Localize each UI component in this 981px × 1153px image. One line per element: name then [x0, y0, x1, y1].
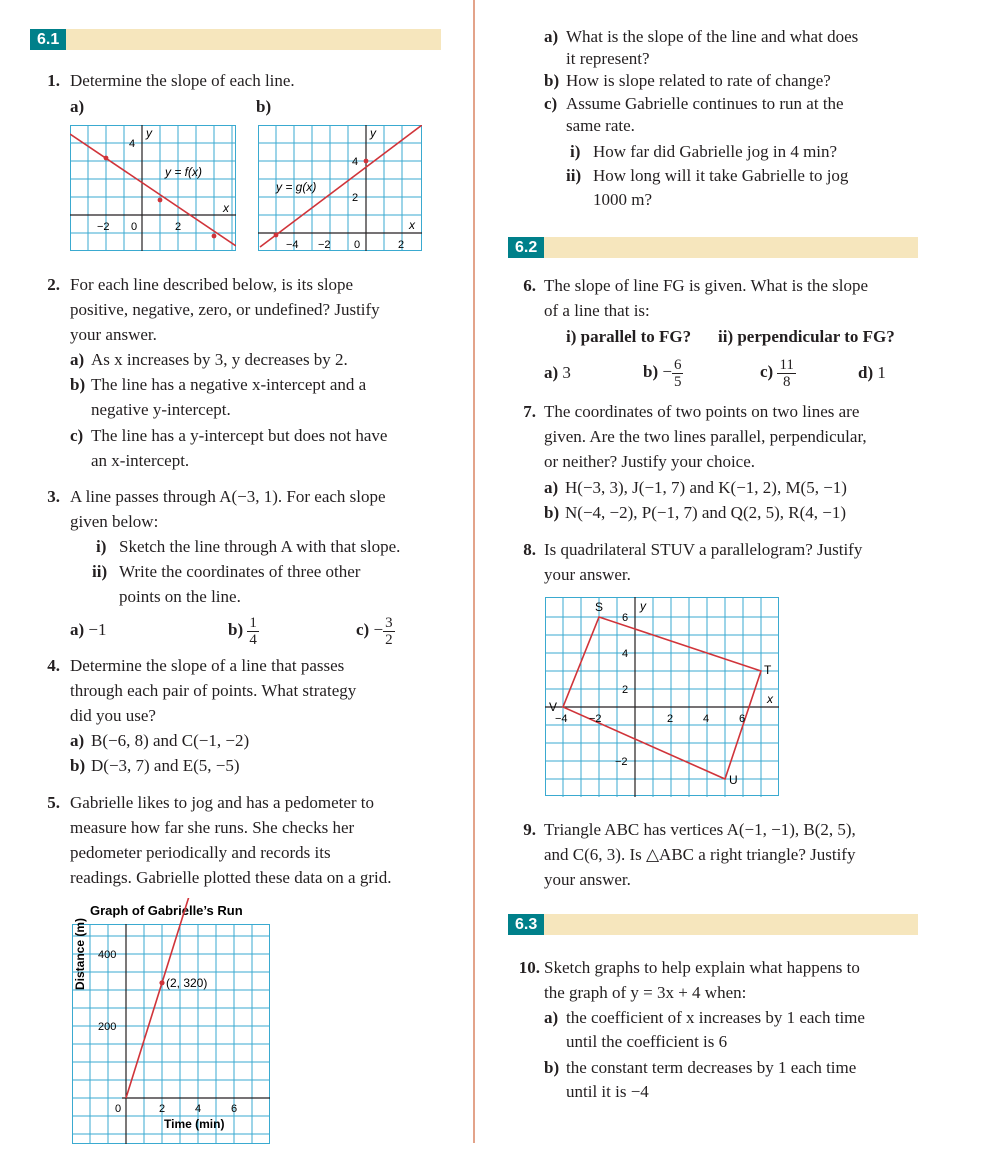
question-text: your answer. — [70, 325, 157, 344]
tick-label: 0 — [131, 221, 138, 233]
part-label: b) — [544, 503, 560, 522]
question-text: pedometer periodically and records its — [70, 843, 331, 862]
sub-part — [718, 327, 895, 347]
part-label: b) — [544, 71, 560, 90]
question-text: Determine the slope of each line. — [70, 71, 295, 90]
x-axis-label: x — [767, 692, 773, 706]
part-label: c) — [760, 362, 774, 381]
question-text: readings. Gabrielle plotted these data on a grid. — [70, 868, 392, 887]
question-text: and C(6, 3). Is △ABC a right triangle? Justify — [544, 845, 856, 864]
tick-label: 2 — [667, 713, 674, 725]
fraction — [672, 357, 684, 390]
run-chart — [68, 898, 274, 1148]
part-text: H(−3, 3), J(−1, 7) and K(−1, 2), M(5, −1) — [565, 478, 847, 497]
slope-option-a — [544, 363, 571, 383]
part-text: same rate. — [566, 116, 635, 135]
part-label: a) — [544, 27, 559, 46]
tick-label: 2 — [622, 684, 629, 696]
part-text: Sketch the line through A with that slope. — [119, 537, 401, 556]
y-axis-label: y — [146, 126, 152, 140]
part-label: a) — [70, 731, 85, 750]
tick-label: −4 — [555, 713, 568, 725]
part-text: until it is −4 — [566, 1082, 649, 1101]
part-text: How is slope related to rate of change? — [566, 71, 831, 90]
denominator: 5 — [673, 373, 682, 390]
fraction — [777, 357, 795, 390]
question-text: your answer. — [544, 870, 631, 889]
question-text: of a line that is: — [544, 301, 650, 320]
sub-part-text: ii) perpendicular to FG? — [718, 327, 895, 346]
graph-f-of-x — [70, 125, 236, 251]
y-tick-label: 400 — [98, 949, 117, 961]
part-text: The line has a negative x-intercept and a — [91, 375, 367, 394]
part-label: c) — [544, 94, 558, 113]
question-number: 3. — [47, 487, 60, 506]
tick-label: 0 — [354, 239, 361, 251]
tick-label: 4 — [129, 138, 136, 150]
tick-label: −2 — [615, 756, 628, 768]
part-label: a) — [544, 478, 559, 497]
part-text: Write the coordinates of three other — [119, 562, 361, 581]
vertex-label-s: S — [595, 600, 604, 614]
x-tick-label: 2 — [159, 1103, 166, 1115]
vertex-label-v: V — [549, 700, 558, 714]
question-text: For each line described below, is its slope — [70, 275, 354, 294]
slope-option-b — [228, 608, 259, 652]
part-text: Assume Gabrielle continues to run at the — [566, 94, 844, 113]
question-number: 2. — [47, 275, 60, 294]
fraction — [383, 615, 395, 648]
question-text: The slope of line FG is given. What is the slope — [544, 276, 869, 295]
slope-option-c — [760, 350, 796, 394]
denominator: 8 — [782, 373, 791, 390]
y-axis-label: y — [370, 126, 376, 140]
part-label: b) — [256, 97, 272, 116]
quadrilateral-graph — [545, 597, 779, 797]
question-text: The coordinates of two points on two lines are — [544, 402, 860, 421]
question-number: 9. — [523, 820, 536, 839]
minus-sign: − — [373, 620, 384, 639]
sub-part-text: i) parallel to FG? — [566, 327, 692, 346]
part-label: b) — [70, 375, 86, 394]
function-label: y = f(x) — [165, 165, 203, 179]
question-text: Gabrielle likes to jog and has a pedometer to — [70, 793, 375, 812]
part-label: a) — [544, 1008, 559, 1027]
part-text: the coefficient of x increases by 1 each time — [566, 1008, 865, 1027]
numerator: 6 — [673, 356, 682, 373]
section-header-6-2 — [508, 237, 918, 258]
question-text: given below: — [70, 512, 159, 531]
vertex-label-t: T — [764, 663, 772, 677]
part-text: points on the line. — [119, 587, 241, 606]
tick-label: −2 — [589, 713, 602, 725]
question-number: 5. — [47, 793, 60, 812]
x-tick-label: 4 — [195, 1103, 202, 1115]
question-text: did you use? — [70, 706, 156, 725]
part-label: ii) — [566, 166, 582, 185]
question-number: 7. — [523, 402, 536, 421]
question-text: positive, negative, zero, or undefined? Justify — [70, 300, 380, 319]
part-label: i) — [96, 537, 107, 556]
tick-label: −2 — [318, 239, 331, 251]
graph-g-of-x — [258, 125, 422, 251]
question-text: Determine the slope of a line that passes — [70, 656, 345, 675]
data-point — [159, 980, 164, 985]
question-text: through each pair of points. What strategy — [70, 681, 357, 700]
part-text: D(−3, 7) and E(5, −5) — [91, 756, 240, 775]
slope-option-b — [643, 350, 683, 394]
question-number: 1. — [47, 71, 60, 90]
section-header-6-3 — [508, 914, 918, 935]
tick-label: −2 — [97, 221, 110, 233]
part-label: b) — [228, 620, 244, 639]
question-number: 8. — [523, 540, 536, 559]
question-text: Triangle ABC has vertices A(−1, −1), B(2, 5), — [544, 820, 856, 839]
part-label: d) — [858, 363, 874, 382]
part-text: As x increases by 3, y decreases by 2. — [91, 350, 348, 369]
tick-label: −4 — [286, 239, 299, 251]
part-text: N(−4, −2), P(−1, 7) and Q(2, 5), R(4, −1) — [565, 503, 847, 522]
data-label: (2, 320) — [166, 975, 208, 990]
chart-title: Graph of Gabrielle’s Run — [90, 903, 243, 918]
question-text: or neither? Justify your choice. — [544, 452, 756, 471]
function-label: y = g(x) — [276, 180, 317, 194]
question-text: the graph of y = 3x + 4 when: — [544, 983, 747, 1002]
tick-label: 2 — [398, 239, 405, 251]
numerator: 3 — [385, 614, 393, 631]
section-label: 6.1 — [30, 29, 66, 50]
part-label: b) — [643, 362, 659, 381]
x-tick-label: 6 — [231, 1103, 238, 1115]
vertex-label-u: U — [729, 773, 738, 787]
denominator: 4 — [249, 631, 257, 648]
part-text: an x-intercept. — [91, 451, 190, 470]
part-label: c) — [356, 620, 370, 639]
question-text: A line passes through A(−3, 1). For each slope — [70, 487, 386, 506]
section-label: 6.2 — [508, 237, 544, 258]
part-text: How long will it take Gabrielle to jog — [593, 166, 849, 185]
part-text: The line has a y-intercept but does not have — [91, 426, 388, 445]
slope-option-a — [70, 620, 107, 640]
x-axis-label: x — [409, 218, 415, 232]
part-text: How far did Gabrielle jog in 4 min? — [593, 142, 838, 161]
y-tick-label: 200 — [98, 1021, 117, 1033]
slope-value: 3 — [562, 363, 571, 382]
x-axis-label: Time (min) — [164, 1117, 225, 1131]
part-text: the constant term decreases by 1 each time — [566, 1058, 857, 1077]
question-number: 10. — [518, 958, 540, 977]
question-text: Sketch graphs to help explain what happens to — [544, 958, 860, 977]
question-number: 6. — [523, 276, 536, 295]
part-label: b) — [544, 1058, 560, 1077]
x-axis-label: x — [223, 201, 229, 215]
tick-label: 4 — [703, 713, 710, 725]
tick-label: 2 — [175, 221, 182, 233]
tick-label: 4 — [352, 156, 359, 168]
question-text: given. Are the two lines parallel, perpendicular, — [544, 427, 867, 446]
x-tick-label: 0 — [115, 1103, 122, 1115]
fraction — [247, 615, 259, 648]
column-divider — [473, 0, 475, 1143]
part-text: B(−6, 8) and C(−1, −2) — [91, 731, 250, 750]
minus-sign: − — [662, 362, 672, 381]
part-text: What is the slope of the line and what does — [566, 27, 859, 46]
tick-label: 6 — [739, 713, 746, 725]
part-label: c) — [70, 426, 84, 445]
section-header-6-1 — [30, 29, 441, 50]
part-text: until the coefficient is 6 — [566, 1032, 728, 1051]
slope-value: −1 — [88, 620, 107, 639]
part-label: a) — [544, 363, 559, 382]
part-label: a) — [70, 350, 85, 369]
part-label: a) — [70, 620, 85, 639]
tick-label: 2 — [352, 192, 359, 204]
numerator: 1 — [249, 614, 257, 631]
slope-option-d — [858, 363, 886, 383]
question-number: 4. — [47, 656, 60, 675]
part-text: negative y-intercept. — [91, 400, 231, 419]
part-label: b) — [70, 756, 86, 775]
question-text: your answer. — [544, 565, 631, 584]
slope-value: 1 — [877, 363, 886, 382]
y-axis-label: Distance (m) — [73, 917, 87, 990]
part-text: 1000 m? — [593, 190, 653, 209]
sub-part — [566, 327, 691, 347]
part-label: a) — [70, 97, 85, 116]
part-label: i) — [570, 142, 581, 161]
part-label: ii) — [92, 562, 108, 581]
section-label: 6.3 — [508, 914, 544, 935]
y-axis-label: y — [640, 599, 646, 613]
slope-option-c — [356, 608, 395, 652]
denominator: 2 — [385, 631, 393, 648]
tick-label: 6 — [622, 612, 629, 624]
question-text: measure how far she runs. She checks her — [70, 818, 355, 837]
numerator: 11 — [779, 356, 794, 373]
question-text: Is quadrilateral STUV a parallelogram? Justify — [544, 540, 863, 559]
part-text: it represent? — [566, 49, 650, 68]
tick-label: 4 — [622, 648, 629, 660]
